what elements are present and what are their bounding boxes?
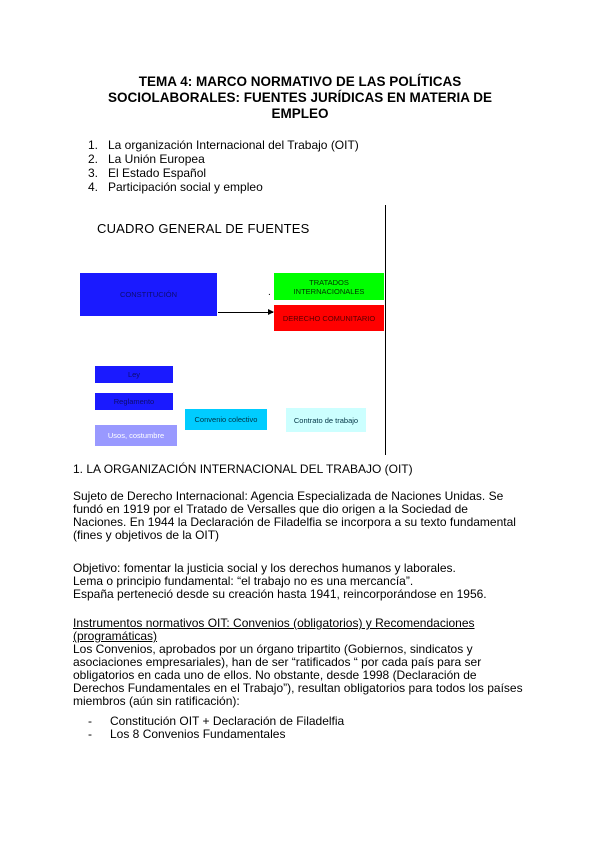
arrow-connector: [218, 312, 273, 313]
dot-marker: .: [268, 287, 271, 298]
box-label: Reglamento: [113, 397, 155, 406]
dash-marker: -: [88, 714, 92, 728]
vertical-divider: [385, 205, 386, 455]
title-line: EMPLEO: [271, 106, 329, 121]
paragraph-line: Objetivo: fomentar la justicia social y los derechos humanos y laborales.: [73, 561, 456, 575]
toc-text: Participación social y empleo: [108, 180, 263, 194]
list-item-text: Los 8 Convenios Fundamentales: [110, 727, 286, 741]
toc-number: 2.: [88, 152, 99, 166]
underlined-line: Instrumentos normativos OIT: Convenios (obligatorios) y Recomendaciones: [73, 616, 475, 630]
toc-text: La organización Internacional del Trabajo (OIT): [108, 138, 359, 152]
paragraph-line: Lema o principio fundamental: “el trabajo no es una mercancía”.: [73, 574, 414, 588]
box-derecho-comunitario: [274, 305, 384, 331]
paragraph-intro: [73, 490, 527, 542]
paragraph-objective: [73, 562, 527, 601]
paragraph-line: Sujeto de Derecho Internacional: Agencia Especializada de Naciones Unidas. Se: [73, 489, 504, 503]
sources-diagram: [0, 205, 600, 455]
paragraph-line: fundó en 1919 por el Tratado de Versalles que dio origen a la Sociedad de: [73, 502, 468, 516]
underlined-line: (programáticas): [73, 629, 158, 643]
paragraph-line: España perteneció desde su creación hasta 1941, reincorporándose en 1956.: [73, 587, 487, 601]
paragraph-line: Naciones. En 1944 la Declaración de Filadelfia se incorpora a su texto fundamental: [73, 515, 516, 529]
toc-number: 1.: [88, 138, 99, 152]
paragraph-line: miembros (aún sin ratificación):: [73, 694, 240, 708]
box-constitucion: [80, 273, 217, 316]
box-label: Convenio colectivo: [194, 415, 258, 424]
paragraph-line: asociaciones empresariales), han de ser “ratificados “ por cada país para ser: [73, 655, 482, 669]
box-ley: [95, 366, 173, 383]
box-reglamento: [95, 393, 173, 410]
toc-item: [88, 166, 359, 180]
section-heading: 1. LA ORGANIZACIÓN INTERNACIONAL DEL TRABAJO (OIT): [73, 462, 413, 476]
title-line: SOCIOLABORALES: FUENTES JURÍDICAS EN MATERIA DE: [107, 90, 493, 105]
box-tratados: [274, 273, 384, 300]
toc-item: [88, 152, 359, 166]
paragraph-line: Derechos Fundamentales en el Trabajo”), resultan obligatorios para todos los países: [73, 681, 523, 695]
paragraph-line: Los Convenios, aprobados por un órgano tripartito (Gobiernos, sindicatos y: [73, 642, 473, 656]
toc-number: 3.: [88, 166, 99, 180]
list-item-text: Constitución OIT + Declaración de Filadelfia: [110, 714, 345, 728]
box-convenio-colectivo: [185, 409, 267, 430]
paragraph-line: (fines y objetivos de la OIT): [73, 528, 220, 542]
paragraph-instruments: [73, 617, 527, 708]
toc-text: La Unión Europea: [108, 152, 205, 166]
dash-marker: -: [88, 727, 92, 741]
box-label: DERECHO COMUNITARIO: [282, 313, 376, 323]
paragraph-line: obligatorios en cada uno de ellos. No obstante, desde 1998 (Declaración de: [73, 668, 477, 682]
toc-text: El Estado Español: [108, 166, 207, 180]
box-label: TRATADOS INTERNACIONALES: [293, 277, 365, 296]
box-label: Ley: [127, 370, 141, 379]
box-usos-costumbre: [95, 425, 177, 446]
dash-list: [88, 715, 344, 741]
box-label: Contrato de trabajo: [293, 415, 359, 425]
box-label: Usos, costumbre: [107, 431, 165, 440]
box-label: CONSTITUCIÓN: [119, 290, 178, 299]
list-item: [88, 728, 344, 741]
box-contrato-trabajo: [286, 408, 366, 432]
title-line: TEMA 4: MARCO NORMATIVO DE LAS POLÍTICAS: [138, 74, 462, 89]
toc-item: [88, 138, 359, 152]
table-of-contents: [88, 138, 359, 194]
toc-item: [88, 180, 359, 194]
toc-number: 4.: [88, 180, 99, 194]
diagram-title: CUADRO GENERAL DE FUENTES: [97, 221, 310, 236]
document-title: [40, 74, 560, 122]
